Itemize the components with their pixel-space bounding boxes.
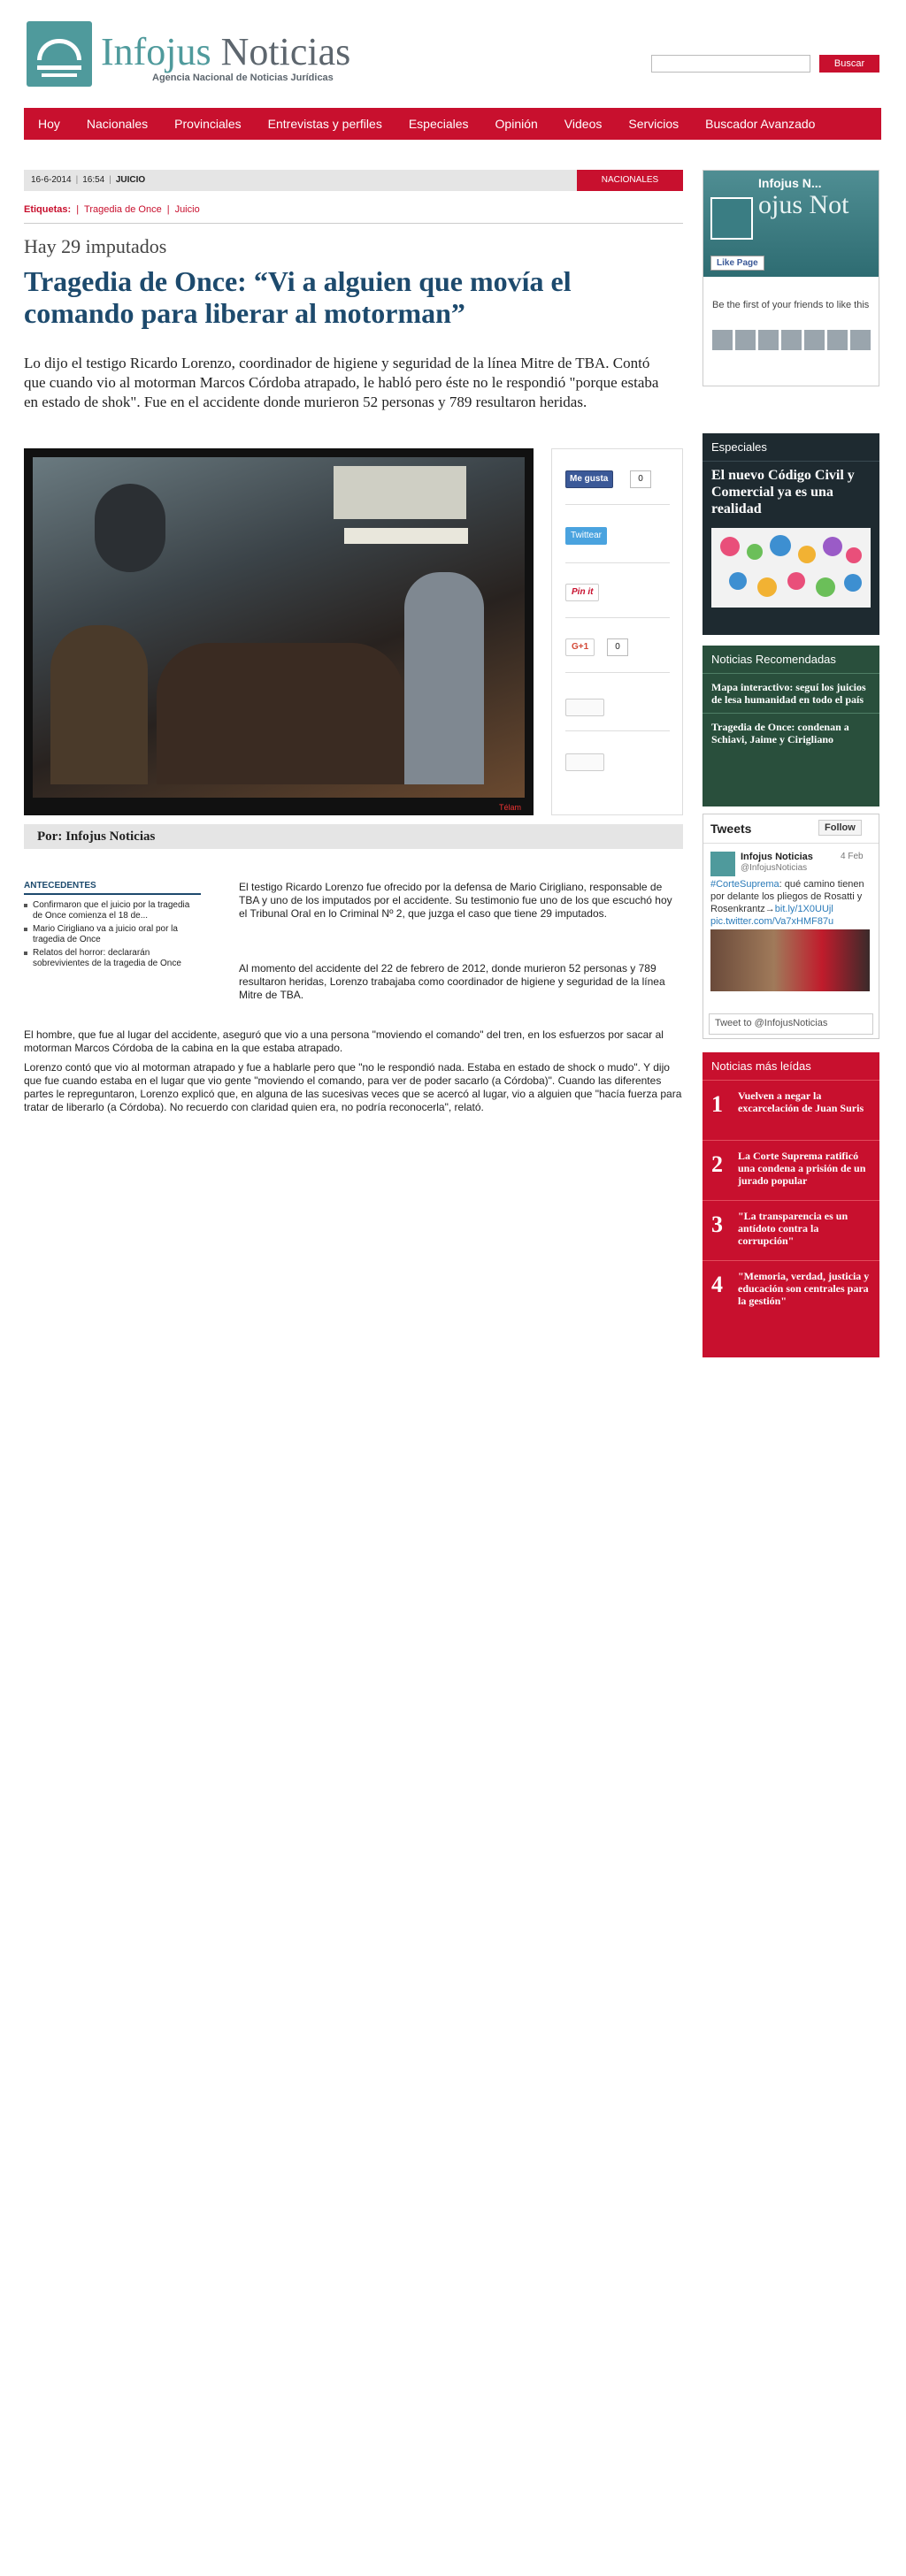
tweet-to-input[interactable]: Tweet to @InfojusNoticias [709, 1013, 873, 1035]
tag-link[interactable]: Juicio [174, 204, 200, 215]
article-category: JUICIO [115, 175, 146, 185]
divider [24, 223, 683, 224]
mas-leidas-title: Noticias más leídas [703, 1052, 879, 1081]
nav-opinion[interactable]: Opinión [495, 117, 538, 131]
twitter-avatar[interactable] [710, 852, 735, 876]
article-lead: Lo dijo el testigo Ricardo Lorenzo, coordinador de higiene y seguridad de la línea Mitre de TBA. Contó que cuando vio al motorman Marcos Córdoba atrapado, le habló pero éste no le respondió "porque estaba en estado de shok". Fue en el accidente donde murieron 52 personas y 789 resultaron heridas. [24, 355, 659, 410]
facebook-like-page-button[interactable]: Like Page [710, 256, 764, 271]
nav-nacionales[interactable]: Nacionales [86, 117, 149, 131]
googleplus-count: 0 [607, 638, 628, 656]
antecedente-link[interactable]: Confirmaron que el juicio por la tragedia de Once comienza el 18 de... [24, 900, 201, 921]
share-panel [551, 448, 683, 815]
article-meta-bar: 16-6-2014 | 16:54 | JUICIO [24, 170, 683, 191]
article-byline: Por: Infojus Noticias [24, 824, 683, 849]
site-header [0, 0, 906, 104]
tweet-date[interactable]: 4 Feb [841, 852, 864, 861]
recomendada-link[interactable]: Tragedia de Once: condenan a Schiavi, Jaime y Cirigliano [711, 721, 849, 745]
facebook-like-count: 0 [630, 470, 651, 488]
recomendadas-panel [703, 646, 879, 806]
especial-link[interactable]: El nuevo Código Civil y Comercial ya es una realidad [711, 468, 855, 516]
article-tags: Etiquetas: | Tragedia de Once | Juicio [24, 204, 200, 215]
mas-leida-item[interactable]: 1 Vuelven a negar la excarcelación de Juan Suris [703, 1081, 879, 1141]
twitter-widget [703, 814, 879, 1039]
article-paragraph: El hombre, que fue al lugar del accidente, aseguró que vio a una persona "moviendo el comando" del tren, en los esfuerzos por sacar al motorman Marcos Córdoba de la cabina en la que estaba atrapado. [24, 1028, 664, 1054]
nav-servicios[interactable]: Servicios [628, 117, 680, 131]
antecedente-link[interactable]: Relatos del horror: declararán sobrevivientes de la tragedia de Once [24, 948, 201, 969]
mas-leidas-panel [703, 1052, 879, 1357]
facebook-like-button[interactable]: Me gusta [565, 470, 613, 488]
facebook-cover-text: ojus Not [758, 190, 849, 219]
nav-hoy[interactable]: Hoy [38, 117, 60, 131]
article-paragraph: Al momento del accidente del 22 de febrero de 2012, donde murieron 52 personas y 789 resultaron heridas, Lorenzo trabajaba como coordinador de higiene y seguridad de la línea Mitre de TBA. [239, 962, 665, 1001]
article-title: Tragedia de Once: “Vi a alguien que movía el comando para liberar al motorman” [24, 265, 572, 329]
facebook-friends-text: Be the first of your friends to like this [712, 300, 870, 310]
nav-videos[interactable]: Videos [564, 117, 603, 131]
especiales-panel [703, 433, 879, 635]
googleplus-button[interactable]: G+1 [565, 638, 595, 656]
recomendadas-title: Noticias Recomendadas [703, 646, 879, 674]
facebook-page-thumb[interactable] [710, 197, 753, 240]
mas-leida-item[interactable]: 3 "La transparencia es un antídoto contra la corrupción" [703, 1201, 879, 1261]
tag-link[interactable]: Tragedia de Once [84, 204, 162, 215]
antecedente-link[interactable]: Mario Cirigliano va a juicio oral por la tragedia de Once [24, 924, 201, 945]
mas-leida-item[interactable]: 2 La Corte Suprema ratificó una condena a prisión de un jurado popular [703, 1141, 879, 1201]
article-photo [24, 448, 534, 815]
pinterest-button[interactable]: Pin it [565, 584, 599, 601]
mas-leida-item[interactable]: 4 "Memoria, verdad, justicia y educación son centrales para la gestión" [711, 1270, 870, 1307]
nav-especiales[interactable]: Especiales [408, 117, 469, 131]
main-nav [24, 108, 881, 140]
especial-image[interactable] [711, 528, 871, 608]
tweet-author-handle[interactable]: @InfojusNoticias [741, 863, 808, 873]
search-input[interactable] [651, 55, 810, 73]
tweet-text: #CorteSuprema: qué camino tienen por delante los pliegos de Rosatti y Rosenkrantz→bit.ly/1X0UUjl pic.twitter.com/Va7xHMF87u [710, 879, 864, 927]
logo-icon[interactable] [27, 21, 92, 87]
tags-label: Etiquetas: [24, 204, 72, 215]
search-button[interactable]: Buscar [819, 55, 879, 73]
tweet-image[interactable] [710, 929, 870, 991]
article-paragraph: Lorenzo contó que vio al motorman atrapado y fue a hablarle pero que "no le respondió nada. Estaba en estado de shock o mudo". Y dijo que fue cuando estaba en el lugar que vio gente "moviendo el comando, para ver de poder sacarlo (a Córdoba)". Cuando las diferentes partes le repreguntaron, Lorenzo explicó que, en alguna de las sucesivas veces que se acercó al lugar, vio a alguien que "hacía fuerza para tratar de liberarlo (a Córdoba). No recuerdo con claridad quien era, no podría reconocerla", relató. [24, 1061, 682, 1113]
especiales-title: Especiales [703, 433, 879, 462]
tweet-hashtag[interactable]: #CorteSuprema [710, 879, 779, 890]
article-time: 16:54 [82, 175, 105, 185]
article-paragraph: El testigo Ricardo Lorenzo fue ofrecido por la defensa de Mario Cirigliano, responsable de TBA y uno de los imputados por el accidente. Su testimonio fue uno de los que escuchó hoy el Tribunal Oral en lo Criminal Nº 2, que juzga el caso que tiene 29 imputados. [239, 881, 672, 920]
photo-credit: Télam [498, 803, 521, 812]
section-tag[interactable]: NACIONALES [577, 170, 683, 191]
article-kicker: Hay 29 imputados [24, 235, 167, 257]
brand-name[interactable]: Infojus Noticias [101, 30, 351, 73]
nav-entrevistas[interactable]: Entrevistas y perfiles [267, 117, 382, 131]
antecedentes-box [24, 881, 201, 972]
email-icon[interactable] [565, 753, 604, 771]
tweet-author-name[interactable]: Infojus Noticias [741, 852, 813, 862]
print-icon[interactable] [565, 699, 604, 716]
twitter-follow-button[interactable]: Follow [818, 820, 862, 836]
article-date: 16-6-2014 [31, 175, 72, 185]
twitter-share-button[interactable]: Twittear [565, 527, 607, 545]
brand-subtitle: Agencia Nacional de Noticias Jurídicas [152, 73, 334, 83]
antecedentes-title: ANTECEDENTES [24, 881, 201, 895]
nav-provinciales[interactable]: Provinciales [174, 117, 242, 131]
facebook-page-name[interactable]: Infojus N... [758, 176, 822, 190]
nav-buscador-avanzado[interactable]: Buscador Avanzado [705, 117, 816, 131]
recomendada-link[interactable]: Mapa interactivo: seguí los juicios de lesa humanidad en todo el país [703, 674, 879, 714]
tweet-link[interactable]: bit.ly/1X0UUjl pic.twitter.com/Va7xHMF87u [710, 904, 834, 927]
facebook-friend-faces [712, 330, 871, 350]
facebook-widget [703, 170, 879, 386]
tweets-title: Tweets [710, 822, 752, 836]
